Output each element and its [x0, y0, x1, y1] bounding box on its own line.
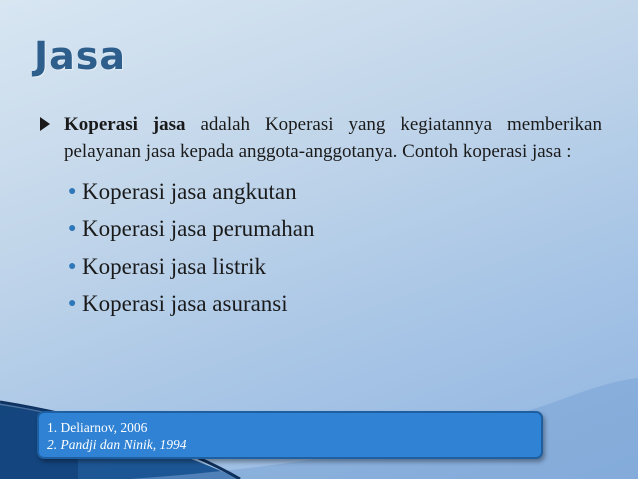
definition-text: adalah Koperasi yang kegiatannya memberikan pelayanan jasa kepada anggota-anggotanya. Contoh koperasi jasa : — [64, 114, 602, 162]
example-text: Koperasi jasa asuransi — [82, 291, 288, 317]
content-area — [40, 111, 602, 323]
list-item — [68, 248, 602, 286]
references-box — [37, 411, 543, 459]
dot-bullet-icon: ● — [68, 183, 77, 199]
list-item — [68, 211, 602, 249]
slide-title: Jasa — [34, 34, 127, 78]
dot-bullet-icon: ● — [68, 221, 77, 237]
dot-bullet-icon: ● — [68, 296, 77, 312]
definition-paragraph — [64, 111, 602, 165]
reference-item: 2. Pandji dan Ninik, 1994 — [47, 437, 187, 452]
reference-item: 1. Deliarnov, 2006 — [47, 420, 148, 435]
example-text: Koperasi jasa listrik — [82, 253, 266, 279]
example-text: Koperasi jasa perumahan — [82, 216, 315, 242]
list-item — [68, 173, 602, 211]
example-list — [40, 173, 602, 323]
list-item — [68, 286, 602, 324]
example-text: Koperasi jasa angkutan — [82, 178, 297, 204]
right-triangle-arrow-icon — [40, 111, 64, 136]
main-bullet — [40, 111, 602, 165]
dot-bullet-icon: ● — [68, 258, 77, 274]
definition-term: Koperasi jasa — [64, 114, 186, 135]
